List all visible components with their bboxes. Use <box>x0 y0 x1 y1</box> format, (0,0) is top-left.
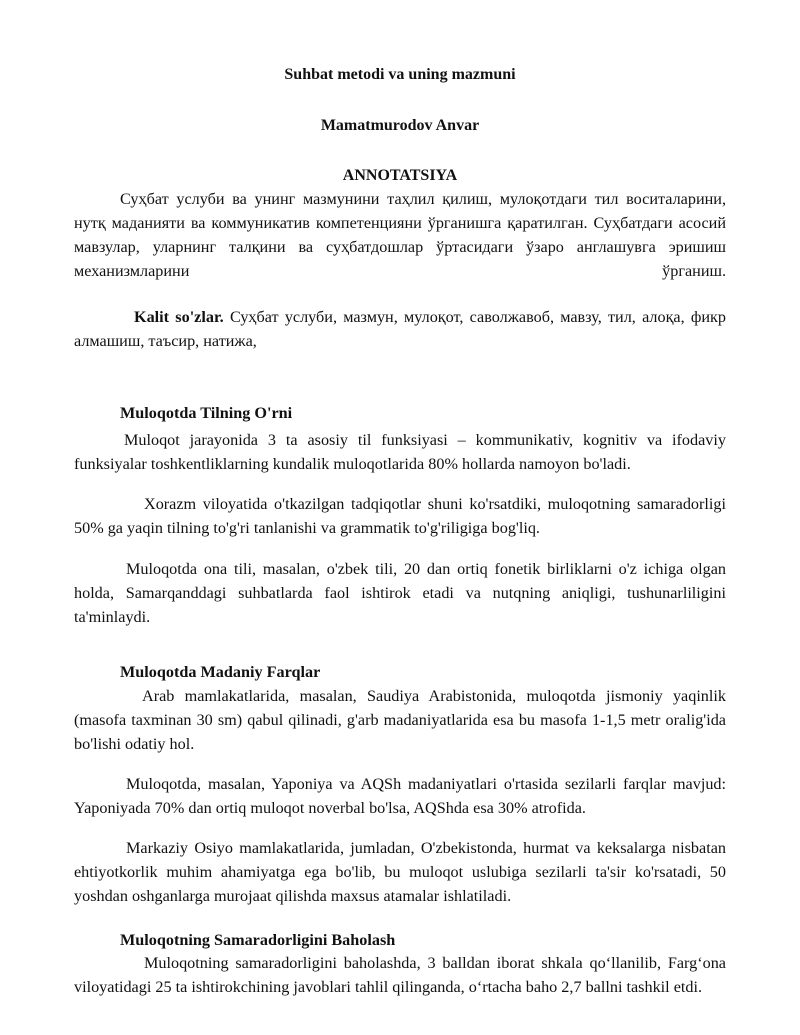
author-name: Mamatmurodov Anvar <box>320 117 480 134</box>
document-title: Suhbat metodi va uning mazmuni <box>284 66 516 83</box>
section-heading-cultural-differences: Muloqotda Madaniy Farqlar <box>120 663 321 681</box>
section-heading-effectiveness: Muloqotning Samaradorligini Baholash <box>120 931 396 949</box>
paragraph: Muloqotda, masalan, Yaponiya va AQSh madaniyatlari o'rtasida sezilarli farqlar mavjud: Yaponiyada 70% dan ortiq muloqot noverbal bo'lsa, AQShda esa 30% atrofida. <box>74 775 726 817</box>
keywords-paragraph <box>74 305 726 353</box>
paragraph: Muloqotning samaradorligini baholashda, 3 balldan iborat shkala qo‘llanilib, Farg‘ona viloyatidagi 25 ta ishtirokchining javoblari tahlil qilinganda, o‘rtacha baho 2,7 ballni tashkil etdi. <box>74 954 726 996</box>
section-heading-language-role: Muloqotda Tilning O'rni <box>120 404 293 422</box>
paragraph: Arab mamlakatlarida, masalan, Saudiya Arabistonida, muloqotda jismoniy yaqinlik (masofa taxminan 30 sm) qabul qilinadi, g'arb madaniyatlarida esa bu masofa 1-1,5 metr oralig'ida bo'lishi odatiy hol. <box>74 687 726 753</box>
annotation-text: Суҳбат услуби ва унинг мазмунини таҳлил қилиш, мулоқотдаги тил воситаларини, нутқ маданияти ва коммуникатив компетенцияни ўрганишга қаратилган. Суҳбатдаги асосий мавзулар, уларнинг талқини ва суҳбатдошлар ўртасидаги ўзаро англашувга эришиш механизмларини ўрганиш. <box>74 190 726 280</box>
annotation-heading: ANNOTATSIYA <box>342 167 458 184</box>
paragraph: Markaziy Osiyo mamlakatlarida, jumladan, O'zbekistonda, hurmat va keksalarga nisbatan ehtiyotkorlik muhim ahamiyatga ega bo'lib, bu muloqot uslubiga sezilarli ta'sir ko'rsatadi, 50 yoshdan oshganlarga murojaat qilishda maxsus atamalar ishlatiladi. <box>74 839 726 905</box>
paragraph: Muloqot jarayonida 3 ta asosiy til funksiyasi – kommunikativ, kognitiv va ifodaviy funksiyalar toshkentliklarning kundalik muloqotlarida 80% hollarda namoyon bo'ladi. <box>74 431 726 473</box>
keywords-label: Kalit so'zlar. <box>134 308 224 326</box>
keywords-text: Суҳбат услуби, мазмун, мулоқот, саволжавоб, мавзу, тил, алоқа, фикр алмашиш, таъсир, натижа, <box>74 308 726 350</box>
paragraph: Muloqotda ona tili, masalan, o'zbek tili, 20 dan ortiq fonetik birliklarni o'z ichiga olgan holda, Samarqanddagi suhbatlarda faol ishtirok etadi va nutqning aniqligi, tushunarliligini ta'minlaydi. <box>74 560 726 626</box>
paragraph: Xorazm viloyatida o'tkazilgan tadqiqotlar shuni ko'rsatdiki, muloqotning samaradorligi 50% ga yaqin tilning to'g'ri tanlanishi va grammatik to'g'riligiga bog'liq. <box>74 495 726 537</box>
